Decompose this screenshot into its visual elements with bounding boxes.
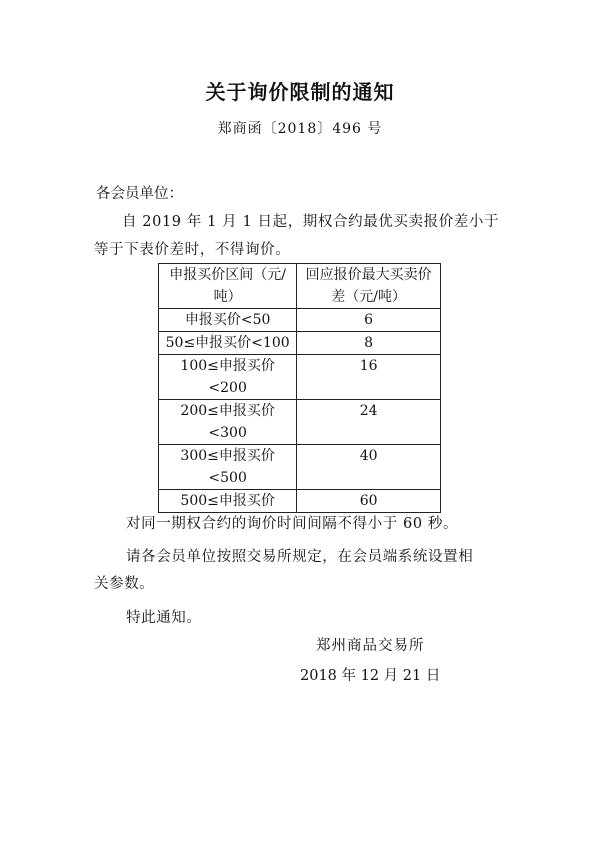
salutation: 各会员单位： <box>96 186 183 202</box>
paragraph-2: 对同一期权合约的询价时间间隔不得小于 60 秒。 <box>126 516 459 532</box>
header-max-spread: 回应报价最大买卖价差（元/吨） <box>297 264 441 309</box>
bid-range-cell: 300≤申报买价<500 <box>159 445 297 490</box>
spread-cell: 24 <box>297 400 441 445</box>
spread-cell: 16 <box>297 355 441 400</box>
spread-cell: 6 <box>297 309 441 332</box>
bid-range-cell: 50≤申报买价<100 <box>159 332 297 355</box>
document-number: 郑商函〔2018〕496 号 <box>217 121 383 137</box>
paragraph-3-line-2: 关参数。 <box>94 576 155 592</box>
paragraph-3-line-1: 请各会员单位按照交易所规定，在会员端系统设置相 <box>126 549 474 565</box>
paragraph-1-line-2: 等于下表价差时，不得询价。 <box>94 242 291 258</box>
spread-cell: 60 <box>297 490 441 513</box>
notice-title: 关于询价限制的通知 <box>205 80 395 104</box>
table-header-row <box>159 264 441 309</box>
bid-range-cell: 100≤申报买价<200 <box>159 355 297 400</box>
price-spread-table <box>158 263 441 513</box>
table-row <box>159 309 441 332</box>
table-row <box>159 490 441 513</box>
issue-date: 2018 年 12 月 21 日 <box>300 668 441 684</box>
spread-cell: 8 <box>297 332 441 355</box>
table-row <box>159 445 441 490</box>
issuer-signature: 郑州商品交易所 <box>316 638 425 654</box>
table-row <box>159 355 441 400</box>
table-row <box>159 332 441 355</box>
spread-cell: 40 <box>297 445 441 490</box>
header-bid-range: 申报买价区间（元/吨） <box>159 264 297 309</box>
bid-range-cell: 申报买价<50 <box>159 309 297 332</box>
paragraph-1-line-1: 自 2019 年 1 月 1 日起，期权合约最优买卖报价差小于 <box>122 214 500 230</box>
bid-range-cell: 500≤申报买价 <box>159 490 297 513</box>
table-row <box>159 400 441 445</box>
bid-range-cell: 200≤申报买价<300 <box>159 400 297 445</box>
paragraph-4: 特此通知。 <box>126 610 202 626</box>
